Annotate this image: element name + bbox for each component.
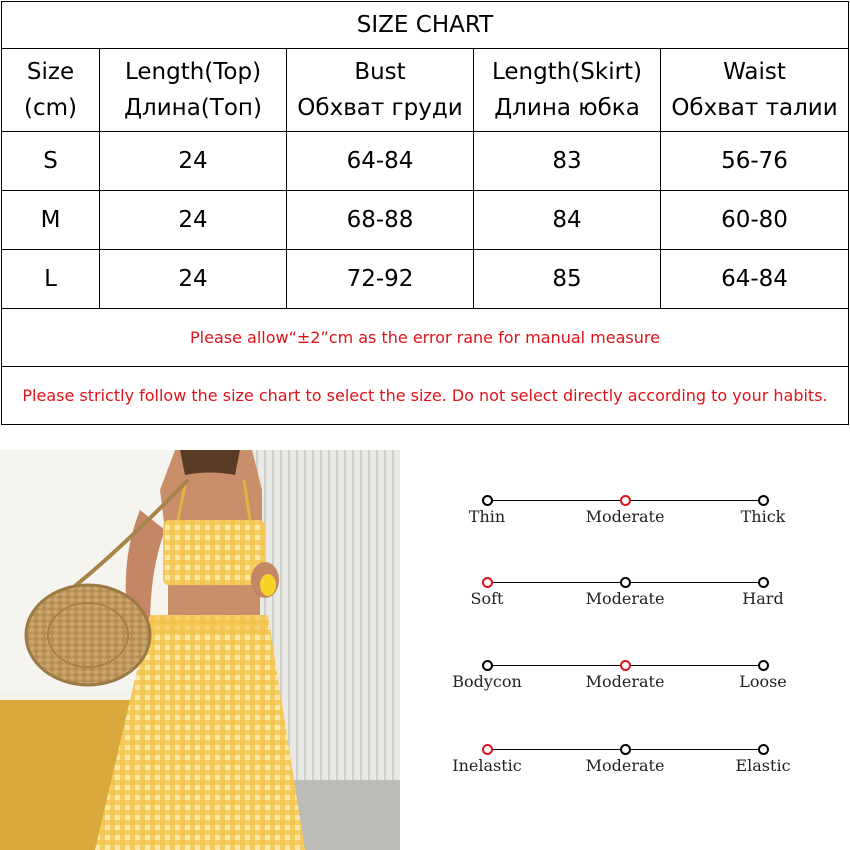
cell-waist: 60-80 [661, 191, 849, 250]
cell-length-skirt: 83 [474, 132, 661, 191]
fit-scale [452, 660, 798, 700]
error-range-note: Please allow“±2”cm as the error rane for manual measure [2, 309, 849, 367]
scale-label-moderate: Moderate [585, 756, 665, 775]
scale-dot-selected [482, 744, 493, 755]
scale-label-elastic: Elastic [735, 756, 791, 775]
model-illustration [0, 450, 400, 850]
scale-dot [758, 495, 769, 506]
scale-label-hard: Hard [742, 589, 784, 608]
scale-label-moderate: Moderate [585, 589, 665, 608]
follow-size-chart-note: Please strictly follow the size chart to select the size. Do not select directly according to your habits. [2, 367, 849, 425]
scale-dot [620, 577, 631, 588]
cell-bust: 64-84 [287, 132, 474, 191]
scale-dot [758, 660, 769, 671]
size-chart-table [1, 1, 849, 425]
table-row [2, 132, 849, 191]
header-row [2, 49, 849, 132]
scale-label-thin: Thin [468, 507, 506, 526]
scale-label-bodycon: Bodycon [452, 672, 522, 691]
scale-label-soft: Soft [470, 589, 504, 608]
cell-waist: 64-84 [661, 250, 849, 309]
scale-label-loose: Loose [739, 672, 787, 691]
cell-length-skirt: 84 [474, 191, 661, 250]
header-length-top: Length(Top) Длина(Топ) [100, 49, 287, 132]
scale-label-thick: Thick [740, 507, 786, 526]
size-chart-title: SIZE CHART [2, 2, 849, 49]
product-photo [0, 450, 400, 850]
header-waist: Waist Обхват талии [661, 49, 849, 132]
scale-dot [482, 660, 493, 671]
cell-bust: 68-88 [287, 191, 474, 250]
header-length-skirt: Length(Skirt) Длина юбка [474, 49, 661, 132]
cell-size: S [2, 132, 100, 191]
cell-length-top: 24 [100, 132, 287, 191]
cell-length-top: 24 [100, 250, 287, 309]
scale-dot [758, 577, 769, 588]
scale-dot [758, 744, 769, 755]
table-row [2, 250, 849, 309]
scale-dot [482, 495, 493, 506]
thickness-scale [452, 495, 798, 535]
scale-label-moderate: Moderate [585, 672, 665, 691]
scale-dot-selected [482, 577, 493, 588]
table-row [2, 191, 849, 250]
cell-size: L [2, 250, 100, 309]
header-size: Size (cm) [2, 49, 100, 132]
scale-label-inelastic: Inelastic [452, 756, 522, 775]
softness-scale [452, 577, 798, 617]
scale-dot [620, 744, 631, 755]
cell-bust: 72-92 [287, 250, 474, 309]
cell-length-top: 24 [100, 191, 287, 250]
elasticity-scale [452, 744, 798, 784]
header-bust: Bust Обхват груди [287, 49, 474, 132]
scale-dot-selected [620, 660, 631, 671]
cell-size: M [2, 191, 100, 250]
cell-waist: 56-76 [661, 132, 849, 191]
scale-dot-selected [620, 495, 631, 506]
cell-length-skirt: 85 [474, 250, 661, 309]
scale-label-moderate: Moderate [585, 507, 665, 526]
